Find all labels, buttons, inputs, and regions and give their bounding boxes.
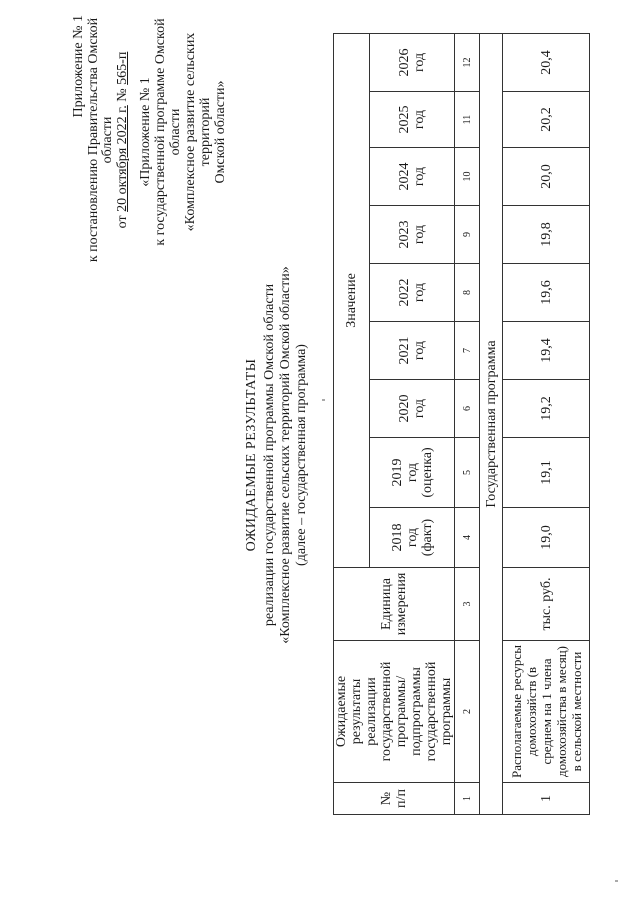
scan-speck	[322, 399, 325, 401]
appendix-title: Приложение № 1	[71, 15, 86, 118]
table-row	[503, 33, 590, 814]
year-header: 2022 год	[370, 264, 455, 322]
header-num: № п/п	[334, 783, 455, 815]
header-value: Значение	[334, 33, 370, 567]
row-value: 19,0	[503, 508, 590, 568]
row-value: 19,1	[503, 438, 590, 508]
year-header: 2023 год	[370, 206, 455, 264]
row-value: 20,4	[503, 33, 590, 91]
row-value: 20,0	[503, 148, 590, 206]
document-title: ОЖИДАЕМЫЕ РЕЗУЛЬТАТЫ реализации государственной программы Омской области «Комплексное развитие сельских территорий Омской области» (далее – государственная программа)	[244, 155, 310, 755]
year-header: 2025 год	[370, 92, 455, 148]
decree-date: 20 октября 2022 г.	[114, 105, 130, 212]
year-header: 2019 год (оценка)	[370, 438, 455, 508]
section-title: Государственная программа	[480, 33, 503, 814]
row-value: 19,2	[503, 380, 590, 438]
row-value: 19,4	[503, 322, 590, 380]
year-header: 2021 год	[370, 322, 455, 380]
decree-reference: к постановлению Правительства Омской области	[85, 17, 115, 263]
header-unit: Единица измерения	[334, 568, 455, 641]
results-table	[333, 33, 590, 815]
row-description: Располагаемые ресурсы домохозяйств (в среднем на 1 члена домохозяйства в месяц) в сельской местности	[503, 641, 590, 783]
decree-date-line: от 20 октября 2022 г. № 565-п	[114, 51, 130, 229]
row-value: 20,2	[503, 92, 590, 148]
year-header: 2026 год	[370, 33, 455, 91]
year-header: 2018 год (факт)	[370, 508, 455, 568]
row-value: 19,8	[503, 206, 590, 264]
year-header: 2024 год	[370, 148, 455, 206]
title-main: ОЖИДАЕМЫЕ РЕЗУЛЬТАТЫ	[244, 358, 259, 552]
appendix-header	[72, 15, 130, 265]
program-appendix-header: «Приложение № 1 к государственной программе Омской области «Комплексное развитие сельских территорий Омской области»	[138, 18, 228, 246]
section-row	[480, 33, 503, 814]
header-results: Ожидаемые результаты реализации государственной программы/подпрограммы государственной программы	[334, 641, 455, 783]
scan-speck	[615, 880, 618, 882]
year-header: 2020 год	[370, 380, 455, 438]
row-num: 1	[503, 783, 590, 815]
decree-number: 565-п	[114, 51, 130, 85]
column-numbering-row: 1 2 3 4 5 6 7 8 9 10 11 12	[455, 33, 480, 814]
row-unit: тыс. руб.	[503, 568, 590, 641]
row-value: 19,6	[503, 264, 590, 322]
